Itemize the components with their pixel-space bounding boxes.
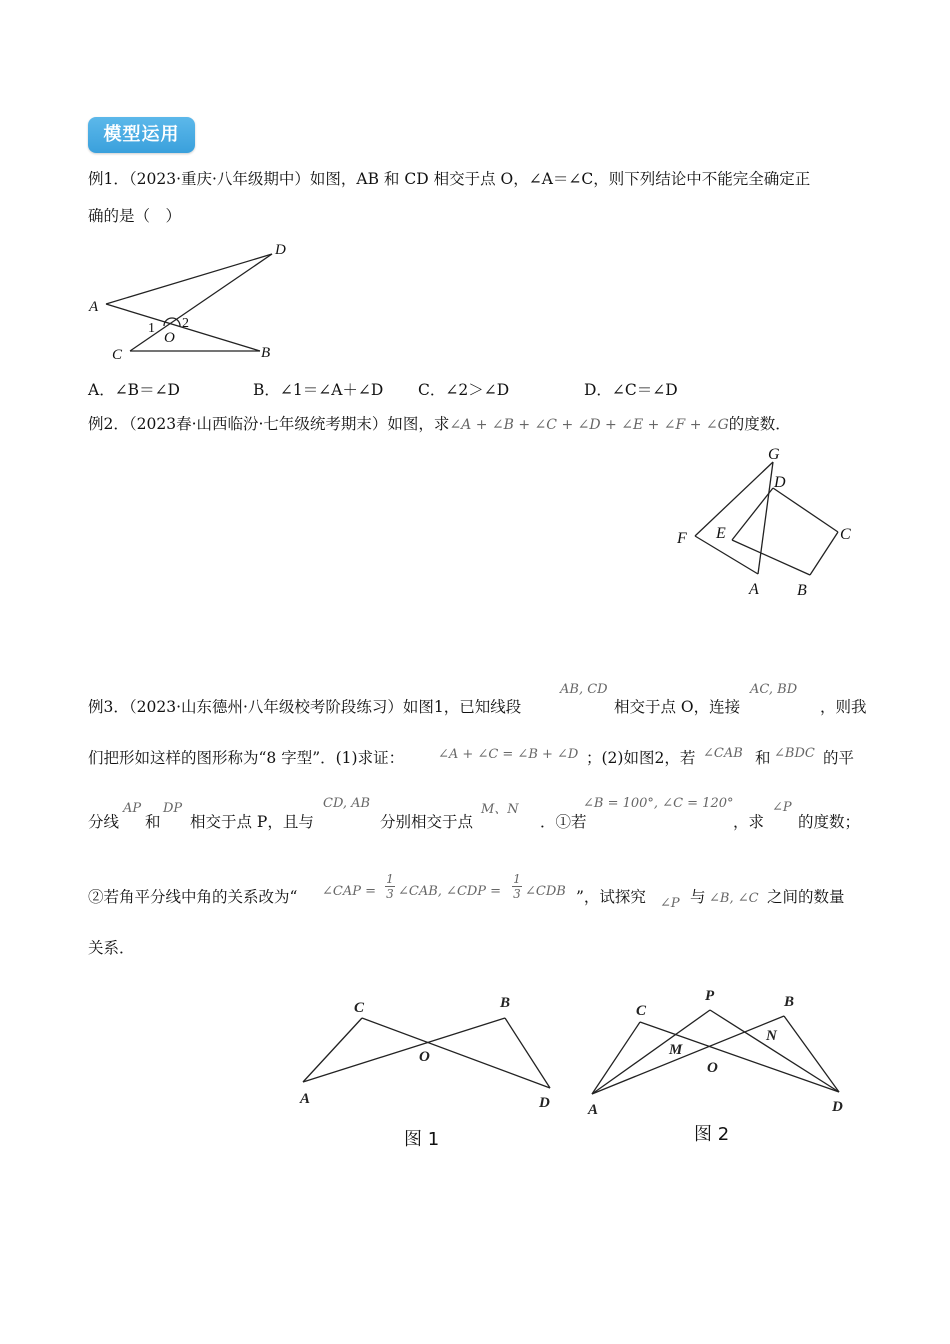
ex3-l4-frac2 — [512, 872, 522, 901]
ex3-l4-d: 之间的数量 — [767, 888, 845, 906]
ex2-point-E: E — [716, 525, 726, 542]
fig2-seg-PD — [710, 1010, 839, 1092]
ex3-l3-m2: DP — [163, 801, 183, 816]
ex1-question: （2023·重庆·八年级期中）如图，AB 和 CD 相交于点 O，∠A＝∠C，则下列结论中不能完全确定正 — [128, 170, 811, 188]
ex2-figure — [670, 440, 870, 605]
ex2-seg-EB — [732, 540, 810, 575]
ex1-option-c: C．∠2＞∠D — [418, 381, 510, 399]
fig2-seg-BD — [784, 1016, 839, 1092]
ex3-l4-m2: ∠P — [660, 896, 680, 911]
ex3-l4-m1a: ∠CAP = — [322, 884, 376, 899]
fig2-point-P: P — [705, 988, 715, 1004]
ex3-l5: 关系． — [88, 939, 135, 957]
ex3-l4-m1c: ∠CDB — [525, 884, 566, 899]
fig2-caption: 图 2 — [694, 1124, 730, 1145]
ex2-point-A: A — [749, 581, 759, 598]
ex1-figure — [80, 235, 310, 370]
ex2-line — [88, 414, 791, 435]
ex2-point-G: G — [768, 446, 780, 463]
ex3-l4-m3: ∠B, ∠C — [709, 891, 759, 906]
ex1-point-D: D — [275, 242, 286, 258]
ex3-line1-start — [88, 697, 521, 717]
ex3-l1-m1: AB, CD — [560, 682, 608, 697]
ex3-l1-a: （2023·山东德州·八年级校考阶段练习）如图1，已知线段 — [128, 698, 522, 716]
ex3-l3-g: 的度数； — [798, 813, 861, 831]
fig2-point-B: B — [784, 994, 795, 1010]
fig1-caption: 图 1 — [404, 1129, 440, 1150]
ex1-seg-CD — [130, 254, 272, 351]
ex3-l3-f: ，求 — [733, 813, 765, 831]
ex3-l4-frac1-den: 3 — [386, 887, 394, 901]
ex2-seg-CB — [810, 532, 838, 575]
ex3-l2-d: 的平 — [823, 749, 855, 767]
ex1-angle-2: 2 — [182, 316, 189, 331]
fig2-point-O: O — [707, 1060, 718, 1076]
fig1-seg-CD — [362, 1018, 550, 1088]
ex3-l4-m1b: ∠CAB, ∠CDP = — [398, 884, 502, 899]
ex3-l3-d: 分别相交于点 — [380, 813, 474, 831]
ex3-l3-m1: AP — [123, 801, 142, 816]
ex3-l3-m4: M、N — [481, 802, 519, 817]
ex3-l2-a: 们把形如这样的图形称为“8 字型”．(1)求证： — [88, 749, 405, 767]
ex3-l3-e: ．①若 — [540, 813, 587, 831]
fig1-point-O: O — [419, 1049, 430, 1065]
ex3-l1-b: 相交于点 O，连接 — [614, 698, 741, 716]
fig2-point-C: C — [636, 1003, 647, 1019]
ex3-l3-m6: ∠P — [772, 800, 792, 815]
ex2-seg-DC — [773, 488, 838, 532]
ex1-point-B: B — [261, 345, 271, 361]
fig1-point-D: D — [539, 1095, 550, 1111]
ex3-l1-m2: AC, BD — [750, 682, 798, 697]
ex1-option-a: A．∠B＝∠D — [88, 381, 180, 399]
fig2-point-A: A — [588, 1102, 599, 1118]
fig2-seg-AB — [592, 1016, 784, 1094]
fig2-seg-CA — [592, 1022, 640, 1094]
ex3-l3-m3: CD, AB — [323, 796, 371, 811]
ex3-figure-1 — [290, 985, 570, 1115]
ex1-line2: 确的是（ ） — [88, 207, 182, 225]
ex1-option-b: B．∠1＝∠A＋∠D — [253, 381, 384, 399]
ex1-point-O: O — [164, 330, 175, 346]
ex2-seg-FG — [695, 462, 773, 536]
ex1-option-d: D．∠C＝∠D — [584, 381, 678, 399]
ex3-label: 例3． — [88, 698, 129, 716]
ex2-point-B: B — [797, 582, 807, 599]
ex3-l3-a: 分线 — [88, 813, 120, 831]
ex1-line1 — [88, 169, 810, 189]
ex3-l1-c: ，则我 — [820, 698, 867, 716]
ex2-text-after: 的度数． — [728, 415, 791, 433]
ex2-label: 例2． — [88, 415, 129, 433]
ex2-text-before: （2023春·山西临汾·七年级统考期末）如图，求 — [128, 415, 450, 433]
fig1-seg-BD — [505, 1018, 550, 1088]
ex1-point-C: C — [112, 347, 123, 363]
ex3-l4-frac2-num: 1 — [513, 872, 521, 886]
section-badge: 模型运用 — [88, 117, 195, 153]
ex3-l4-c: 与 — [690, 888, 706, 906]
ex1-label: 例1． — [88, 170, 129, 188]
ex3-l4-frac1-num: 1 — [386, 872, 394, 886]
fig1-point-C: C — [354, 1000, 365, 1016]
ex1-point-A: A — [89, 299, 99, 315]
ex3-figure-2 — [575, 980, 865, 1120]
ex2-point-F: F — [677, 530, 687, 547]
ex3-l3-c: 相交于点 P，且与 — [190, 813, 314, 831]
ex3-l4-frac2-den: 3 — [513, 887, 521, 901]
ex3-l2-b: ；(2)如图2，若 — [586, 749, 696, 767]
ex2-point-D: D — [774, 474, 786, 491]
fig2-point-M: M — [669, 1042, 683, 1058]
fig2-point-D: D — [832, 1099, 843, 1115]
ex2-formula: ∠A + ∠B + ∠C + ∠D + ∠E + ∠F + ∠G — [449, 417, 729, 433]
ex2-seg-FA — [695, 536, 758, 574]
ex3-l4-frac1 — [385, 872, 395, 901]
ex3-l3-b: 和 — [145, 813, 161, 831]
ex3-l2-m3: ∠BDC — [774, 746, 815, 761]
ex3-l2-c: 和 — [755, 749, 771, 767]
ex3-l3-m5: ∠B = 100°, ∠C = 120° — [583, 796, 734, 811]
ex1-seg-AD — [106, 254, 272, 304]
ex3-l2-m2: ∠CAB — [703, 746, 743, 761]
ex3-l4-b: ”，试探究 — [576, 888, 646, 906]
ex2-point-C: C — [840, 526, 851, 543]
ex3-l2-m1: ∠A + ∠C = ∠B + ∠D — [438, 747, 579, 762]
fig1-point-A: A — [300, 1091, 311, 1107]
fig1-point-B: B — [500, 995, 511, 1011]
ex1-angle-1: 1 — [148, 321, 155, 336]
fig2-seg-AP — [592, 1010, 710, 1094]
ex3-l4-a: ②若角平分线中角的关系改为“ — [88, 888, 298, 906]
fig2-point-N: N — [766, 1028, 777, 1044]
